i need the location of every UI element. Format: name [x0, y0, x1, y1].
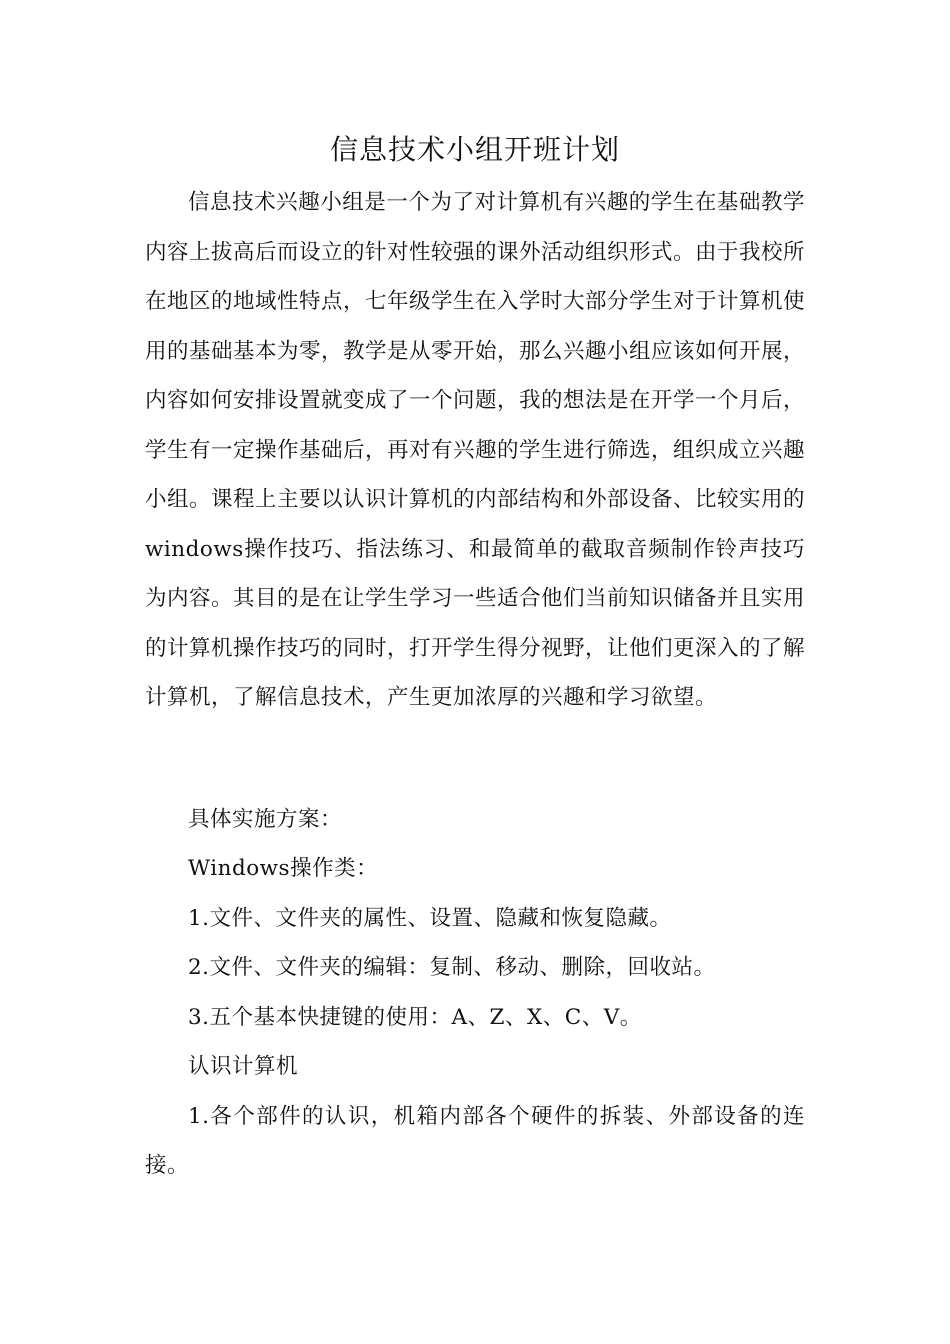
computer-heading: 认识计算机 [188, 1054, 299, 1079]
windows-item-1: 1.文件、文件夹的属性、设置、隐藏和恢复隐藏。 [188, 905, 672, 931]
paragraph-gap [145, 723, 805, 795]
windows-heading: Windows操作类： [188, 856, 379, 881]
intro-paragraph: 信息技术兴趣小组是一个为了对计算机有兴趣的学生在基础教学内容上拔高后而设立的针对性较强的课外活动组织形式。由于我校所在地区的地域性特点，七年级学生在入学时大部分学生对于计算机使用的基础基本为零，教学是从零开始，那么兴趣小组应该如何开展，内容如何安排设置就变成了一个问题，我的想法是在开学一个月后，学生有一定操作基础后，再对有兴趣的学生进行筛选，组织成立兴趣小组。课程上主要以认识计算机的内部结构和外部设备、比较实用的windows操作技巧、指法练习、和最简单的截取音频制作铃声技巧为内容。其目的是在让学生学习一些适合他们当前知识储备并且实用的计算机操作技巧的同时，打开学生得分视野，让他们更深入的了解计算机，了解信息技术，产生更加浓厚的兴趣和学习欲望。 [145, 190, 806, 710]
document-page [145, 130, 805, 1191]
computer-item-1: 1.各个部件的认识，机箱内部各个硬件的拆装、外部设备的连接。 [145, 1103, 805, 1178]
document-title: 信息技术小组开班计划 [329, 133, 620, 166]
windows-item-2: 2.文件、文件夹的编辑：复制、移动、删除，回收站。 [188, 955, 716, 980]
plan-heading: 具体实施方案： [188, 806, 343, 832]
windows-item-3: 3.五个基本快捷键的使用：A、Z、X、C、V。 [188, 1004, 642, 1030]
